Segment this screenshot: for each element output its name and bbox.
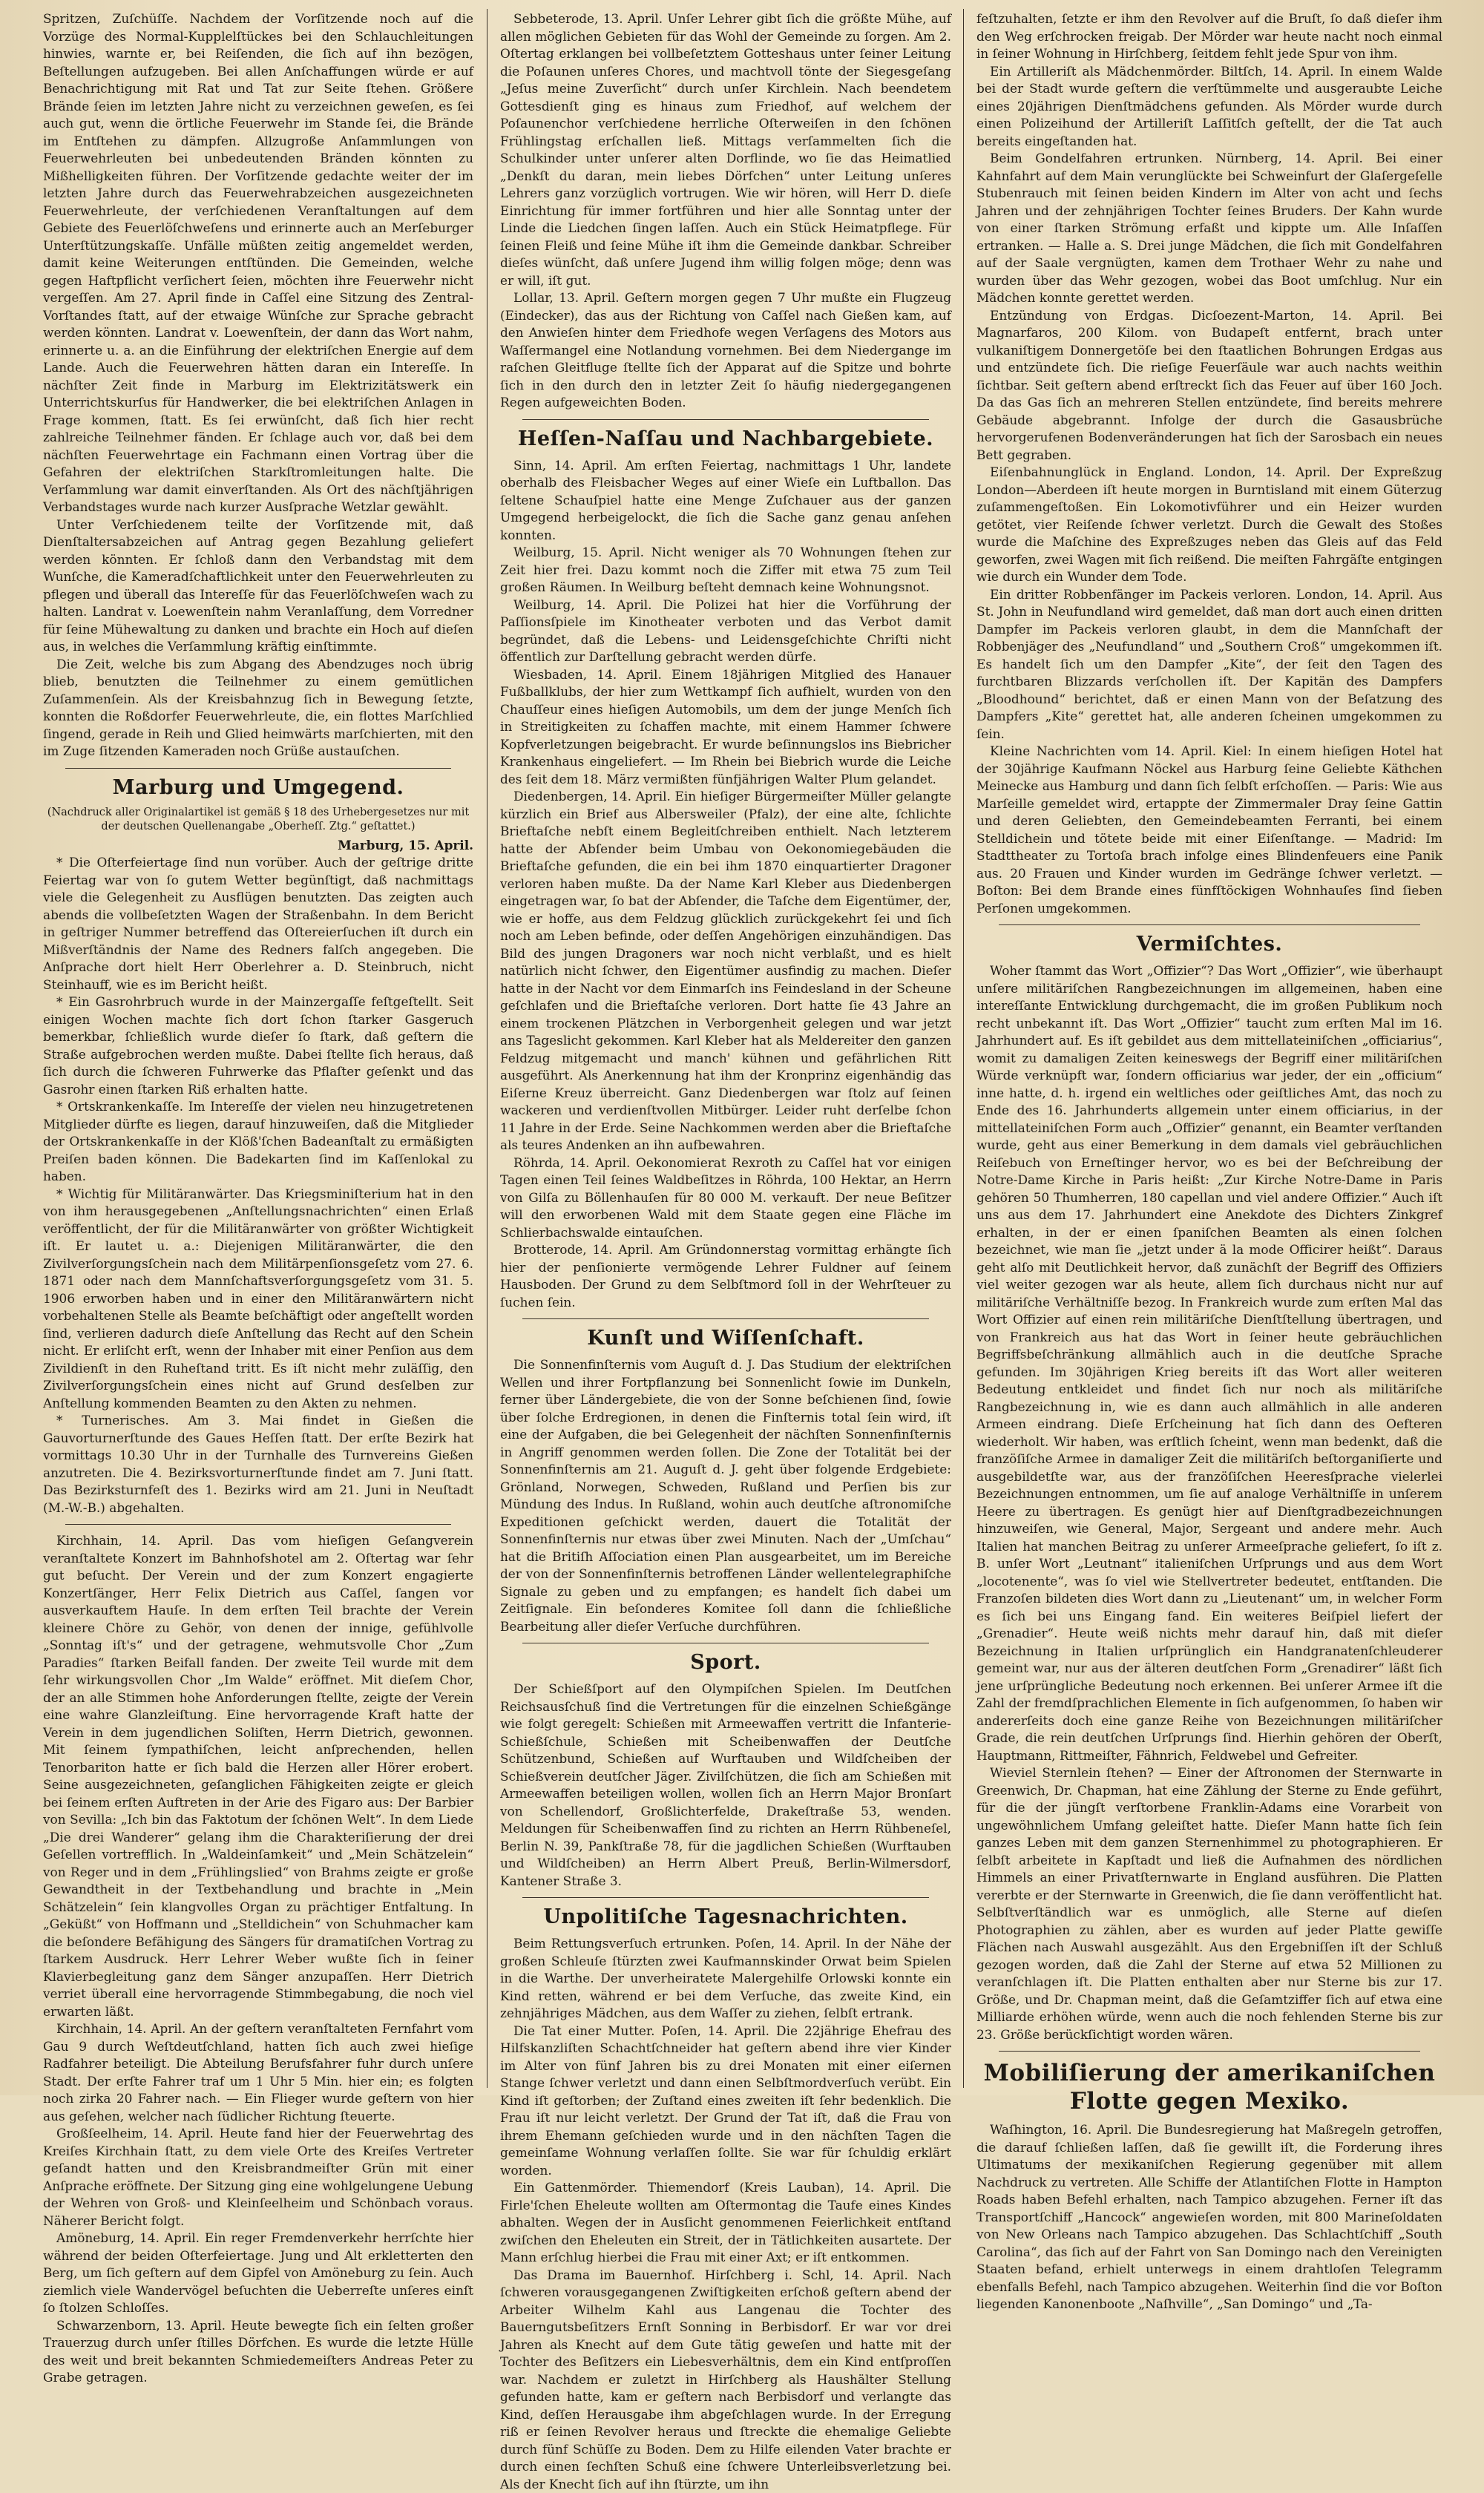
column-1 <box>39 10 478 2088</box>
dateline: Marburg, 15. April. <box>43 837 473 855</box>
news-item: Kleine Nachrichten vom 14. April. Kiel: In einem hieſigen Hotel hat der 30jährige Kaufmann Nöckel aus Harburg ſeine Geliebte Käthchen Meinecke aus Hamburg und dann ſich ſelbſt erſchoſſen. — Paris: Wie aus Marſeille gemeldet wird, ertappte der Zimmermaler Dray ſeine Gattin und deren Geliebten, den Gemeindebeamten Ferranti, bei einem Stelldichein und tötete beide mit einer Eiſenſtange. — Madrid: Im Stadttheater zu Tortoſa brach infolge eines Blindenfeuers eine Panik aus. 20 Frauen und Kinder wurden im Gedränge ſchwer verletzt. — Boſton: Bei dem Brande eines fünfſtöckigen Wohnhauſes ſind ſieben Perſonen umgekommen. <box>976 743 1442 917</box>
news-item: * Ortskrankenkaſſe. Im Intereſſe der vielen neu hinzugetretenen Mitglieder dürfte es liegen, darauf hinzuweiſen, daß die Mitglieder der Ortskrankenkaſſe in der Klöß'ſchen Badeanſtalt zu ermäßigten Preiſen baden können. Die Badekarten ſind im Kaſſenlokal zu haben. <box>43 1098 473 1186</box>
news-item: * Wichtig für Militäranwärter. Das Kriegsminiſterium hat in den von ihm herausgegebenen „Anſtellungsnachrichten“ einen Erlaß veröffentlicht, der für die Militäranwärter von größter Wichtigkeit iſt. Er lautet u. a.: Diejenigen Militäranwärter, die den Zivilverſorgungsſchein nach dem Militärpenſionsgeſetz vom 27. 6. 1871 oder nach dem Mannſchaftsverſorgungsgeſetz vom 31. 5. 1906 erworben haben und in einer den Militäranwärtern nicht vorbehaltenen Stelle als Beamte beſchäftigt oder angeſtellt worden ſind, verlieren dadurch dieſe Anſtellung das Recht auf den Schein nicht. Er erliſcht erſt, wenn der Inhaber mit einer Penſion aus dem Zivildienſt in den Ruheſtand tritt. Es iſt nicht mehr zuläſſig, den Zivilverſorgungsſchein eines nicht auf Grund desſelben zur Anſtellung kommenden Beamten zu den Akten zu nehmen. <box>43 1186 473 1413</box>
news-item: Lollar, 13. April. Geſtern morgen gegen 7 Uhr mußte ein Flugzeug (Eindecker), das aus der Richtung von Caſſel nach Gießen kam, auf den Anwieſen hinter dem Friedhofe wegen Verſagens des Motors aus Waſſermangel eine Notlandung vornehmen. Bei dem Niedergange im raſchen Gleitfluge ſtellte ſich der Apparat auf die Spitze und bohrte ſich in den durch den in letzter Zeit ſo häufig niedergegangenen Regen aufgeweichten Boden. <box>500 289 951 412</box>
section-heading: Marburg und Umgegend. <box>43 776 473 800</box>
news-item: Weilburg, 15. April. Nicht weniger als 70 Wohnungen ſtehen zur Zeit hier frei. Dazu kommt noch die Ziffer mit etwa 75 zum Teil großen Räumen. In Weilburg beſteht demnach keine Wohnungsnot. <box>500 544 951 597</box>
news-item: * Ein Gasrohrbruch wurde in der Mainzergaſſe feſtgeſtellt. Seit einigen Wochen machte ſich dort ſchon ſtarker Gasgeruch bemerkbar, ſchließlich wurde dieſer ſo ſtark, daß geſtern die Straße aufgebrochen werden mußte. Dabei ſtellte ſich heraus, daß ſich durch die ſchweren Fuhrwerke das Pflaſter geſenkt und das Gasrohr einen ſtarken Riß erhalten hatte. <box>43 993 473 1098</box>
news-item: Weilburg, 14. April. Die Polizei hat hier die Vorführung der Paſſionsſpiele im Kinotheater verboten und das Verbot damit begründet, daß die Lebens- und Leidensgeſchichte Chriſti nicht öffentlich zur Darſtellung gebracht werden dürfe. <box>500 597 951 666</box>
section-heading: Unpolitiſche Tagesnachrichten. <box>500 1905 951 1929</box>
reprint-note: (Nachdruck aller Originalartikel ist gemäß § 18 des Urhebergesetzes nur mit der deutschen Quellenangabe „Oberheſſ. Ztg.“ geſtattet.) <box>43 806 473 834</box>
news-item: Schwarzenborn, 13. April. Heute bewegte ſich ein ſelten großer Trauerzug durch unſer ſtilles Dörfchen. Es wurde die letzte Hülle des weit und breit bekannten Schmiedemeiſters Andreas Peter zu Grabe getragen. <box>43 2317 473 2387</box>
news-item: Ein dritter Robbenfänger im Packeis verloren. London, 14. April. Aus St. John in Neufundland wird gemeldet, daß man dort auch einen dritten Dampfer im Packeis verloren glaubt, in dem die Mannſchaft der Robbenjäger des „Neufundland“ und „Southern Croß“ umgekommen iſt. Es handelt ſich um den Dampfer „Kite“, der ſeit den Tagen des furchtbaren Blizzards verſchollen iſt. Der Kapitän des Dampfers „Bloodhound“ berichtet, daß er einen Mann von der Beſatzung des Dampfers „Kite“ gerettet hat, alle anderen ſcheinen umgekommen zu ſein. <box>976 586 1442 743</box>
section-heading: Kunſt und Wiſſenſchaft. <box>500 1327 951 1350</box>
news-item: Kirchhain, 14. April. Das vom hieſigen Geſangverein veranſtaltete Konzert im Bahnhofshotel am 2. Oſtertag war ſehr gut beſucht. Der Verein und der zum Konzert engagierte Konzertſänger, Herr Felix Dietrich aus Caſſel, ſangen vor ausverkauftem Hauſe. In dem erſten Teil brachte der Verein kleinere Chöre zu Gehör, von denen der innige, gefühlvolle „Sonntag iſt's“ und der getragene, wehmutsvolle Chor „Zum Paradies“ ſtarken Beifall fanden. Der zweite Teil wurde mit dem ſehr wirkungsvollen Chor „Im Walde“ eröffnet. Mit dieſem Chor, der an alle Stimmen hohe Anforderungen ſtellte, zeigte der Verein eine wahre Glanzleiſtung. Eine hervorragende Kraft hatte der Verein in dem jugendlichen Soliſten, Herrn Dietrich, gewonnen. Mit ſeinem ſympathiſchen, leicht anſprechenden, hellen Tenorbariton hatte er ſich bald die Herzen aller Hörer erobert. Seine ausgezeichneten, geſanglichen Fähigkeiten zeigte er gleich bei ſeinem erſten Auftreten in der Arie des Figaro aus: Der Barbier von Sevilla: „Ich bin das Faktotum der ſchönen Welt“. In dem Liede „Die drei Wanderer“ gelang ihm die Charakteriſierung der drei Geſellen vortrefflich. In „Waldeinſamkeit“ und „Mein Schätzelein“ von Reger und in dem „Frühlingslied“ von Brahms zeigte er große Gewandtheit in der Textbehandlung und brachte in „Mein Schätzelein“ ſein klangvolles Organ zu prächtiger Entfaltung. In „Geküßt“ von Hoffmann und „Stelldichein“ von Schuhmacher kam die beſondere Befähigung des Sängers für dramatiſchen Vortrag zu ſtarkem Ausdruck. Herr Lehrer Weber wußte ſich in ſeiner Klavierbegleitung ganz dem Sänger anzupaſſen. Herr Dietrich verriet überall eine hervorragende Stimmbegabung, die noch viel erwarten läßt. <box>43 1532 473 2020</box>
news-item: Das Drama im Bauernhof. Hirſchberg i. Schl, 14. April. Nach ſchweren vorausgegangenen Zwiſtigkeiten erſchoß geſtern abend der Arbeiter Wilhelm Kahl aus Langenau die Tochter des Bauerngutsbeſitzers Ernſt Sonning in Berbisdorf. Er war vor drei Jahren als Knecht auf dem Gute tätig geweſen und hatte mit der Tochter des Beſitzers ein Liebesverhältnis, dem ein Kind entſproſſen war. Nachdem er zuletzt in Hirſchberg als Haushälter Stellung gefunden hatte, kam er geſtern nach Berbisdorf und verlangte das Kind, deſſen Herausgabe ihm abgeſchlagen wurde. In der Erregung riß er ſeinen Revolver heraus und ſtreckte die ehemalige Geliebte durch fünf Schüſſe zu Boden. Dem zu Hilfe eilenden Vater brachte er durch einen ſechſten Schuß eine ſchwere Unterleibsverletzung bei. Als der Knecht ſich auf ihn ſtürzte, um ihn <box>500 2267 951 2493</box>
divider <box>522 419 929 420</box>
divider <box>65 1524 451 1525</box>
news-item: * Die Oſterfeiertage ſind nun vorüber. Auch der geſtrige dritte Feiertag war von ſo gutem Wetter begünſtigt, daß nachmittags viele die Gelegenheit zu Ausflügen benutzten. Das zeigten auch abends die vollbeſetzten Wagen der Straßenbahn. In dem Bericht in geſtriger Nummer betreffend das Oſtereierſuchen iſt durch ein Mißverſtändnis der Name des Redners falſch angegeben. Die Anſprache dort hielt Herr Oberlehrer a. D. Steinbruch, nicht Steinhauff, wie es im Bericht heißt. <box>43 854 473 993</box>
news-item: Eiſenbahnunglück in England. London, 14. April. Der Expreßzug London—Aberdeen iſt heute morgen in Burntisland mit einem Güterzug zuſammengeſtoßen. Ein Lokomotivführer und ein Heizer wurden getötet, vier Reiſende ſchwer verletzt. Durch die Gewalt des Stoßes wurde die Maſchine des Expreßzuges neben das Gleis auf das Feld geworfen, zwei Wagen mit ſich reißend. Die meiſten Fahrgäſte entgingen wie durch ein Wunder dem Tode. <box>976 464 1442 586</box>
news-item: Ein Artilleriſt als Mädchenmörder. Biltſch, 14. April. In einem Walde bei der Stadt wurde geſtern die verſtümmelte und ausgeraubte Leiche eines 20jährigen Dienſtmädchens gefunden. Als Mörder wurde durch einen Polizeihund der Artilleriſt Laſſitſch geſtellt, der die Tat auch bereits eingeſtanden hat. <box>976 63 1442 151</box>
section-heading: Mobiliſierung der amerikaniſchen Flotte gegen Mexiko. <box>976 2059 1442 2115</box>
section-heading: Sport. <box>500 1651 951 1675</box>
column-3 <box>972 10 1447 2088</box>
article-paragraph: Die Zeit, welche bis zum Abgang des Abendzuges noch übrig blieb, benutzten die Teilnehmer zu einem gemütlichen Zuſammenſein. Als der Kreisbahnzug ſich in Bewegung ſetzte, konnten die Roßdorfer Feuerwehrleute, die, ein flottes Marſchlied ſingend, gerade in Reih und Glied heimwärts marſchierten, mit den im Zuge ſitzenden Kameraden noch Grüße austauſchen. <box>43 656 473 761</box>
divider <box>999 2051 1420 2052</box>
news-item: Sinn, 14. April. Am erſten Feiertag, nachmittags 1 Uhr, landete oberhalb des Fleisbacher Weges auf einer Wieſe ein Luftballon. Das ſeltene Schauſpiel hatte eine Menge Zuſchauer aus der ganzen Umgegend herbeigelockt, die ſich die Sache ganz genau anſehen konnten. <box>500 457 951 545</box>
news-item: Großſeelheim, 14. April. Heute fand hier der Feuerwehrtag des Kreiſes Kirchhain ſtatt, zu dem viele Orte des Kreiſes Vertreter geſandt hatten und den Kreisbrandmeiſter Grün mit einer Anſprache eröffnete. Der Sitzung ging eine wohlgelungene Uebung der Wehren von Groß- und Kleinſeelheim und Schönbach voraus. Näherer Bericht folgt. <box>43 2125 473 2230</box>
divider <box>522 1318 929 1319</box>
article-paragraph: Spritzen, Zuſchüſſe. Nachdem der Vorſitzende noch auf die Vorzüge des Normal-Kupplelſtückes bei den Schlauchleitungen hinwies, warnte er, bei Reiſenden, die ſich auf ihn bezögen, Beſtellungen aufzugeben. Bei allen Anſchaffungen würde er auf Benachrichtigung mit Rat und Tat zur Seite ſtehen. Größere Brände ſeien im letzten Jahre nicht zu verzeichnen geweſen, es ſei auch gut, wenn die örtliche Feuerwehr im Stande ſei, die Brände im Entſtehen zu dämpfen. Allzugroße Anſammlungen von Feuerwehrleuten bei unbedeutenden Bränden könnten zu Mißhelligkeiten führen. Der Vorſitzende gedachte weiter der im letzten Jahre durch das Feuerwehrabzeichen ausgezeichneten Feuerwehrleute, der verſchiedenen Veranſtaltungen auf dem Gebiete des Feuerlöſchweſens und erinnerte auch an Merſeburger Unterſtützungskaſſe. Unfälle müßten zeitig angemeldet werden, damit keine Weiterungen entſtünden. Die Gemeinden, welche gegen Haftpflicht verſichert ſeien, möchten ihre Feuerwehr nicht vergeſſen. Am 27. April finde in Caſſel eine Sitzung des Zentral-Vorſtandes ſtatt, auf der etwaige Wünſche zur Sprache gebracht werden könnten. Landrat v. Loewenſtein, der dann das Wort nahm, erinnerte u. a. an die Einführung der elektriſchen Energie auf dem Lande. Auch die Feuerwehren hätten daran ein Intereſſe. In nächſter Zeit finde in Marburg im Elektrizitätswerk ein Unterrichtskurſus für Handwerker, die bei elektriſchen Anlagen in Frage kommen, ſtatt. Es ſei erwünſcht, daß ſich hier recht zahlreiche Teilnehmer fänden. Er ſchlage auch vor, daß bei dem nächſten Feuerwehrtage ein Fachmann einen Vortrag über die Gefahren der elektriſchen Starkſtromleitungen halte. Die Verſammlung war damit einverſtanden. Als Ort des nächſtjährigen Verbandstages wurde nach kurzer Ausſprache Wetzlar gewählt. <box>43 10 473 516</box>
news-item: Beim Rettungsverſuch ertrunken. Poſen, 14. April. In der Nähe der großen Schleuſe ſtürzten zwei Kaufmannskinder Orwat beim Spielen in die Warthe. Der unverheiratete Malergehilfe Orlowski konnte ein Kind retten, während er bei dem Verſuche, das zweite Kind, ein zehnjähriges Mädchen, aus dem Waſſer zu ziehen, ſelbſt ertrank. <box>500 1935 951 2023</box>
news-item: Sebbeterode, 13. April. Unſer Lehrer gibt ſich die größte Mühe, auf allen möglichen Gebieten für das Wohl der Gemeinde zu ſorgen. Am 2. Oſtertag erklangen bei vollbeſetztem Gotteshaus unter ſeiner Leitung die Poſaunen unſeres Chores, und machtvoll tönte der Siegesgeſang „Jeſus meine Zuverſicht“ durch unſer Kirchlein. Nach beendetem Gottesdienſt ging es hinaus zum Friedhof, auf welchem der Poſaunenchor verſchiedene herrliche Oſterweiſen in den ſchönen Frühlingstag erſchallen ließ. Mittags verſammelten ſich die Schulkinder unter unſerer alten Dorflinde, wo ſie das Heimatlied „Denkſt du daran, mein liebes Dörfchen“ unter Leitung unſeres Lehrers ganz vorzüglich vortrugen. Wie wir hören, will Herr D. dieſe Einrichtung für immer fortführen und hier alle Sonntag unter der Linde die Liedchen ſingen laſſen. Auch ein Stück Heimatpflege. Für ſeinen Fleiß und ſeine Mühe iſt ihm die Gemeinde dankbar. Schreiber dieſes wünſcht, daß unſere Jugend ihm willig folgen möge; denn was er will, iſt gut. <box>500 10 951 289</box>
news-item: Diedenbergen, 14. April. Ein hieſiger Bürgermeiſter Müller gelangte kürzlich ein Brief aus Albersweiler (Pfalz), der eine alte, ſchlichte Brieftaſche nebſt einem Begleitſchreiben enthielt. Nach letzterem hatte der Abſender beim Umbau von Oekonomiegebäuden die Brieftaſche gefunden, die ein bei ihm 1870 einquartierter Dragoner verloren haben mußte. Da der Name Karl Kleber aus Diedenbergen eingetragen war, ſo bat der Abſender, die Taſche dem Eigentümer, der, wie er hoffe, aus dem Feldzug glücklich zurückgekehrt ſei und ſich noch am Leben befinde, oder deſſen Angehörigen einzuhändigen. Das Bild des jungen Dragoners war noch nicht verblaßt, und es hielt natürlich nicht ſchwer, den Eigentümer ausfindig zu machen. Dieſer hatte in der Nacht vor dem Einmarſch ins Feindesland in der Scheune geſchlafen und die Brieftaſche verloren. Dort hatte ſie 43 Jahre an einem trockenen Plätzchen in Verborgenheit gelegen und war jetzt ans Tageslicht gekommen. Karl Kleber hat als Meldereiter den ganzen Feldzug mitgemacht und manch' kühnen und gefährlichen Ritt ausgeführt. Als Anerkennung hat ihm der Kronprinz eigenhändig das Eiſerne Kreuz überreicht. Ganz Diedenbergen war ſtolz auf ſeinen wackeren und verdienſtvollen Mitbürger. Leider ruht derſelbe ſchon 11 Jahre in der Erde. Seine Nachkommen werden aber die Brieftaſche als teures Andenken an ihn aufbewahren. <box>500 788 951 1154</box>
news-item: Woher ſtammt das Wort „Offizier“? Das Wort „Offizier“, wie überhaupt unſere militäriſchen Rangbezeichnungen im allgemeinen, haben eine intereſſante Entwicklung durchgemacht, die im großen Publikum noch recht unbekannt iſt. Das Wort „Offizier“ taucht zum erſten Mal im 16. Jahrhundert auf. Es iſt gebildet aus dem mittellateiniſchen „officiarius“, womit zu damaligen Zeiten keineswegs der Begriff einer militäriſchen Würde verknüpft war, ſondern officiarius war jeder, der ein „officium“ inne hatte, d. h. irgend ein weltliches oder geiſtliches Amt, das noch zu Ende des 16. Jahrhunderts allgemein unter einem officiarius, in der mittellateiniſchen Form auch „Offizier“ genannt, ein Beamter verſtanden wurde, geht aus einer Bemerkung in dem damals viel gebräuchlichen Reiſebuch von Erneſtinger hervor, wo es bei der Beſchreibung der Notre-Dame Kirche in Paris heißt: „Zur Kirche Notre-Dame in Paris gehören 50 Thumherren, 180 capellan und viel andere Offizier.“ Auch iſt uns aus dem 17. Jahrhundert eine Anekdote des Dichters Zinkgref erhalten, in der er einen ſpaniſchen Beamten als einen ſolchen bezeichnet, wie man ſie „jetzt under ä la mode Officirer heißt“. Daraus geht alſo mit Deutlichkeit hervor, daß zunächſt der Begriff des Offiziers viel weiter gezogen war als heute, allem ſich durchaus nicht nur auf militäriſche Verhältniſſe bezog. In Frankreich wurde zum erſten Mal das Wort Offizier auf einen rein militäriſche Dienſtſtellung übertragen, und von Frankreich aus hat das Wort in ſeiner heute gebräuchlichen Begriffsbeſchränkung allmählich auch in die deutſche Sprache gefunden. Im 30jährigen Krieg bereits iſt das Wort aller weiteren Bedeutung entkleidet und findet ſich nur noch als militäriſche Rangbezeichnung in, wie es dann auch allmählich in alle anderen Armeen eindrang. Dieſe Erſcheinung hat ſich dann des Oefteren wiederholt. Wir haben, was erſtlich ſcheint, wenn man bedenkt, daß die franzöſiſche Armee in damaliger Zeit die militäriſch beſtorganiſierte und ausgebildetſte war, aus der franzöſiſchen Heeresſprache vielerlei Bezeichnungen entnommen, um ſie auf analoge Verhältniſſe in unſerem Heere zu übertragen. Es genügt hier auf Dienſtgradbezeichnungen hinzuweiſen, wie General, Major, Sergeant und andere mehr. Auch Italien hat manchen Beitrag zu unſerer Armeeſprache geliefert, ſo iſt z. B. unſer Wort „Leutnant“ italieniſchen Urſprungs und aus dem Wort „locotenente“, was ſo viel wie Stellvertreter bedeutet, entſtanden. Die Franzoſen bildeten dies Wort dann zu „Lieutenant“ um, in welcher Form es ſich bei uns Eingang fand. Ein weiteres Beiſpiel liefert der „Grenadier“. Heute weiß nichts mehr darauf hin, daß mit dieſer Bezeichnung in Italien urſprünglich ein Handgranatenſchleuderer gemeint war, nur aus der älteren deutſchen Form „Grenadirer“ läßt ſich jene urſprüngliche Bedeutung noch erkennen. Bei unſerer Armee iſt die Zahl der fremdſprachlichen Elemente in ſich aufgenommen, ſo haben wir andererſeits doch eine ganze Reihe von Bezeichnungen militäriſcher Grade, die rein deutſchen Urſprungs ſind. Hierhin gehören der Oberſt, Hauptmann, Rittmeiſter, Fähnrich, Feldwebel und Gefreiter. <box>976 962 1442 1764</box>
divider <box>999 924 1420 925</box>
section-heading: Heſſen-Naſſau und Nachbargebiete. <box>500 427 951 451</box>
news-item: Waſhington, 16. April. Die Bundesregierung hat Maßregeln getroffen, die darauf ſchließen laſſen, daß ſie gewillt iſt, die Forderung ihres Ultimatums der mexikaniſchen Regierung gegenüber mit allem Nachdruck zu vertreten. Alle Schiffe der Atlantiſchen Flotte in Hampton Roads haben Befehl erhalten, nach Tampico abzugehen. Ferner iſt das Transportſchiff „Hancock“ angewieſen worden, mit 800 Marineſoldaten von New Orleans nach Tampico abzugehen. Das Schlachtſchiff „South Carolina“, das ſich auf der Fahrt von San Domingo nach den Vereinigten Staaten befand, erhielt unterwegs in einem drahtloſen Telegramm ebenfalls Befehl, nach Tampico abzugehen. Weiterhin ſind die vor Boſton liegenden Kanonenboote „Naſhville“, „San Domingo“ und „Ta- <box>976 2121 1442 2313</box>
news-item: feſtzuhalten, ſetzte er ihm den Revolver auf die Bruſt, ſo daß dieſer ihm den Weg erſchrocken freigab. Der Mörder war heute nacht noch einmal in ſeiner Wohnung in Hirſchberg, ſeitdem fehlt jede Spur von ihm. <box>976 10 1442 63</box>
section-heading: Vermiſchtes. <box>976 933 1442 956</box>
news-item: Der Schießſport auf den Olympiſchen Spielen. Im Deutſchen Reichsausſchuß ſind die Vertretungen für die einzelnen Schießgänge wie folgt geregelt: Schießen mit Armeewaffen vertritt die Infanterie-Schießſchule, Schießen mit Scheibenwaffen der Deutſche Schützenbund, Schießen auf Wurftauben und Wildſcheiben der Schießverein deutſcher Jäger. Zivilſchützen, die ſich am Schießen mit Armeewaffen beteiligen wollen, wollen ſich an Herrn Major Bronſart von Schellendorf, Großlichterfelde, Drakeſtraße 53, wenden. Meldungen für Scheibenwaffen ſind zu richten an Herrn Rühbeneſel, Berlin N. 39, Pankſtraße 78, für die jagdlichen Schießen (Wurftauben und Wildſcheiben) an Herrn Albert Preuß, Berlin-Wilmersdorf, Kantener Straße 3. <box>500 1681 951 1890</box>
news-item: Amöneburg, 14. April. Ein reger Fremdenverkehr herrſchte hier während der beiden Oſterfeiertage. Jung und Alt erkletterten den Berg, um ſich geſtern auf dem Gipfel von Amöneburg zu ſein. Auch ziemlich viele Wandervögel beſuchten die Ueberreſte unſeres einſt ſo ſtolzen Schloſſes. <box>43 2230 473 2317</box>
news-item: Die Tat einer Mutter. Poſen, 14. April. Die 22jährige Ehefrau des Hilfskanzliſten Schachtſchneider hat geſtern abend ihre vier Kinder im Alter von fünf Jahren bis zu drei Monaten mit einer eiſernen Stange ſchwer verletzt und dann einen Selbſtmordverſuch verübt. Ein Kind iſt geſtorben; der Zuſtand eines zweiten iſt ſehr bedenklich. Die Frau iſt nur leicht verletzt. Der Grund der Tat iſt, daß die Frau von ihrem Ehemann geſchieden wurde und in den nächſten Tagen die gemeinſame Wohnung verlaſſen ſollte. Sie war für ſchuldig erklärt worden. <box>500 2023 951 2180</box>
news-item: Wieviel Sternlein ſtehen? — Einer der Aſtronomen der Sternwarte in Greenwich, Dr. Chapman, hat eine Zählung der Sterne zu Ende geführt, für die der jüngſt verſtorbene Franklin-Adams eine Vorarbeit von ungewöhnlichem Umfang geleiſtet hatte. Dieſer Mann hatte ſich ſein ganzes Leben mit dem ganzen Sternenhimmel zu photographieren. Er ſelbſt arbeitete in Kapſtadt und ließ die Aufnahmen des nördlichen Himmels an einer Privatſternwarte in England ausführen. Die Platten vererbte er der Sternwarte in Greenwich, die ſie dann veröffentlicht hat. Selbſtverſtändlich war es unmöglich, alle Sterne auf dieſen Photographien zu zählen, aber es wurden auf jeder Platte gewiſſe Flächen nach Auswahl ausgezählt. Aus den Ergebniſſen iſt der Schluß gezogen worden, daß die Zahl der Sterne auf etwa 52 Millionen zu veranſchlagen iſt. Die Platten enthalten aber nur Sterne bis zur 17. Größe, und Dr. Chapman meint, daß die Geſamtziffer ſich auf etwa eine Milliarde erhöhen würde, wenn auch die noch fehlenden Sterne bis zur 23. Größe berückſichtigt worden wären. <box>976 1764 1442 2043</box>
news-item: Entzündung von Erdgas. Dicſoezent-Marton, 14. April. Bei Magnarfaros, 200 Kilom. von Budapeſt entfernt, brach unter vulkaniſtigem Donnergetöſe bei den ſtaatlichen Bohrungen Erdgas aus und entzündete ſich. Die rieſige Feuerſäule war auch nachts weithin ſichtbar. Seit geſtern abend erſtreckt ſich das Feuer auf über 160 Joch. Da das Gas ſich an mehreren Stellen entzündete, ſind bereits mehrere Gebäude abgebrannt. Infolge der durch die Gasausbrüche hervorgerufenen Bodenveränderungen hat ſich der Sarosbach ein neues Bett gegraben. <box>976 307 1442 464</box>
news-item: Die Sonnenfinſternis vom Auguſt d. J. Das Studium der elektriſchen Wellen und ihrer Fortpflanzung bei Sonnenlicht ſowie im Dunkeln, ferner über Ländergebiete, die von der Sonne beſchienen ſind, ſowie über ſolche Erdregionen, in denen die Finſternis total ſein wird, iſt eine der Aufgaben, die bei Gelegenheit der nächſten Sonnenfinſternis in Angriff genommen werden ſollen. Die Zone der Totalität bei der Sonnenfinſternis am 21. Auguſt d. J. geht über folgende Erdgebiete: Grönland, Norwegen, Schweden, Rußland und Perſien bis zur Mündung des Indus. In Rußland, wohin auch deutſche aſtronomiſche Expeditionen geſchickt werden, dauert die Totalität der Sonnenfinſternis nur etwas über zwei Minuten. Nach der „Umſchau“ hat die Britiſh Aſſociation einen Plan ausgearbeitet, um im Bereiche der von der Sonnenfinſternis betroffenen Länder wellentelegraphiſche Signale zu geben und zu empfangen; es handelt ſich dabei um Zeitſignale. Ein beſonderes Komitee ſoll dann die ſchließliche Bearbeitung aller dieſer Verſuche durchführen. <box>500 1356 951 1635</box>
news-item: * Turnerisches. Am 3. Mai findet in Gießen die Gauvorturnerſtunde des Gaues Heſſen ſtatt. Der erſte Bezirk hat vormittags 10.30 Uhr in der Turnhalle des Turnvereins Gießen anzutreten. Die 4. Bezirksvorturnerſtunde findet am 7. Juni ſtatt. Das Bezirksturnfeſt des 1. Bezirks wird am 21. Juni in Neuſtadt (M.-W.-B.) abgehalten. <box>43 1412 473 1517</box>
news-item: Wiesbaden, 14. April. Einem 18jährigen Mitglied des Hanauer Fußballklubs, der hier zum Wettkampf ſich aufhielt, wurden von den Chauſſeur eines hieſigen Automobils, um dem der junge Menſch ſich in Streitigkeiten zu ſchaffen machte, mit einem Hammer ſchwere Kopfverletzungen beigebracht. Er wurde beſinnungslos ins Biebricher Krankenhaus eingeliefert. — Im Rhein bei Biebrich wurde die Leiche des ſeit dem 18. März vermißten fünfjährigen Walter Plum gelandet. <box>500 666 951 789</box>
news-item: Kirchhain, 14. April. An der geſtern veranſtalteten Fernfahrt vom Gau 9 durch Weſtdeutſchland, hatten ſich auch zwei hieſige Radfahrer beteiligt. Die Abteilung Berufsfahrer fuhr durch unſere Stadt. Der erſte Fahrer traf um 1 Uhr 5 Min. hier ein; es folgten noch zirka 20 Fahrer nach. — Ein Flieger wurde geſtern von hier aus geſehen, welcher nach ſüdlicher Richtung ſteuerte. <box>43 2020 473 2125</box>
column-2 <box>496 10 956 2088</box>
divider <box>522 1897 929 1898</box>
news-item: Brotterode, 14. April. Am Gründonnerstag vormittag erhängte ſich hier der penſionierte vermögende Lehrer Fuldner auf ſeinem Hausboden. Der Grund zu dem Selbſtmord ſoll in der Wehrſteuer zu ſuchen ſein. <box>500 1241 951 1311</box>
news-item: Röhrda, 14. April. Oekonomierat Rexroth zu Caſſel hat vor einigen Tagen einen Teil ſeines Waldbeſitzes in Röhrda, 100 Hektar, an Herrn von Gilſa zu Böllenhauſen für 80 000 M. verkauft. Der neue Beſitzer will den erworbenen Wald mit dem Staate gegen eine Fläche im Schlierbachswalde eintauſchen. <box>500 1154 951 1242</box>
news-item: Beim Gondelfahren ertrunken. Nürnberg, 14. April. Bei einer Kahnfahrt auf dem Main verunglückte bei Schweinfurt der Glaſergeſelle Stubenrauch mit ſeinen beiden Kindern im Alter von acht und ſechs Jahren und der zehnjährigen Tochter ſeines Bruders. Der Kahn wurde von einer ſtarken Strömung erfaßt und kippte um. Alle Inſaſſen ertranken. — Halle a. S. Drei junge Mädchen, die ſich mit Gondelfahren auf der Saale vergnügten, kamen dem Trothaer Wehr zu nahe und wurden über das Wehr gezogen, wobei das Boot umſchlug. Nur ein Mädchen konnte gerettet werden. <box>976 150 1442 307</box>
divider <box>65 768 451 769</box>
column-rule <box>963 9 964 2088</box>
news-item: Ein Gattenmörder. Thiemendorf (Kreis Lauban), 14. April. Die Firle'ſchen Eheleute wollten am Oſtermontag die Taufe eines Kindes abhalten. Wegen der in Ausſicht genommenen Feierlichkeit entſtand zwiſchen den Eheleuten ein Streit, der in Tätlichkeiten ausartete. Der Mann erſchlug hierbei die Frau mit einer Axt; er iſt entkommen. <box>500 2179 951 2267</box>
article-paragraph: Unter Verſchiedenem teilte der Vorſitzende mit, daß Dienſtaltersabzeichen auf Antrag gegen Bezahlung geliefert werden könnten. Er ſchloß dann den Verbandstag mit dem Wunſche, die Kameradſchaftlichkeit unter den Feuerwehrleuten zu pflegen und überall das Intereſſe für das Feuerlöſchweſen wach zu halten. Landrat v. Loewenſtein nahm Veranlaſſung, dem Vorredner für ſeine Mühewaltung zu danken und brachte ein Hoch auf dieſen aus, in welches die Verſammlung kräftig einſtimmte. <box>43 516 473 656</box>
